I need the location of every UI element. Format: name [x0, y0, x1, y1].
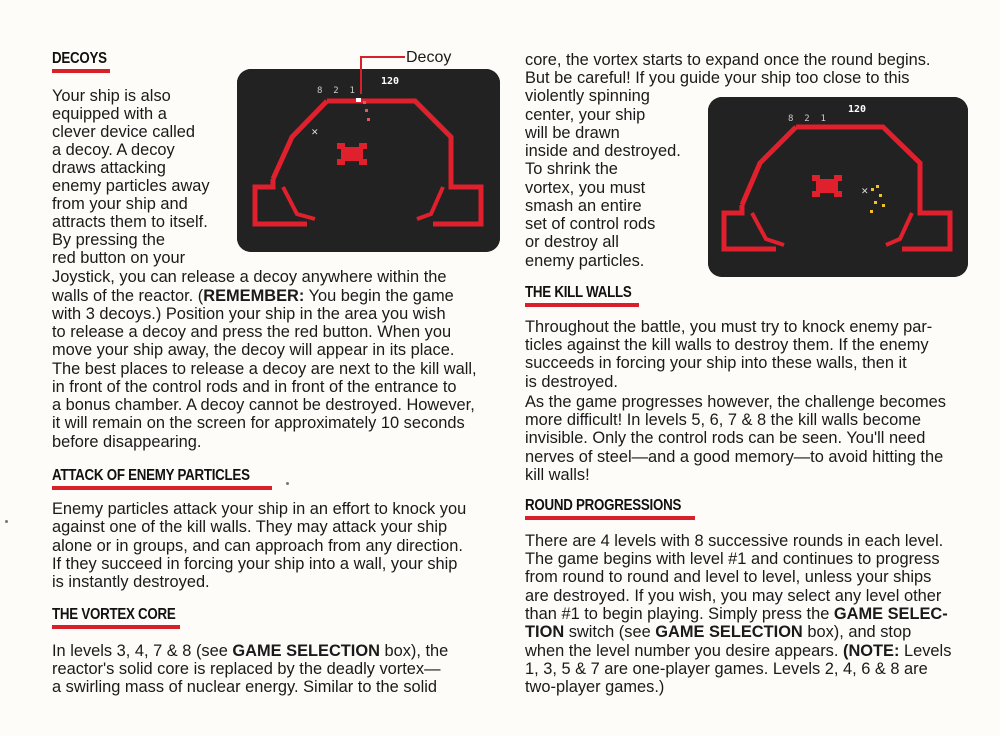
text-line: it will remain on the screen for approximately 10 seconds	[52, 414, 465, 432]
text-line: reactor's solid core is replaced by the deadly vortex—	[52, 660, 441, 678]
text-line: are destroyed. If you wish, you may select any level other	[525, 587, 942, 605]
decoy-game-screenshot	[237, 69, 500, 252]
vortex-game-screenshot	[708, 97, 968, 277]
text-line: invisible. Only the control rods can be seen. You'll need	[525, 429, 926, 447]
text-line: But be careful! If you guide your ship too close to this	[525, 69, 910, 87]
text-line: against one of the kill walls. They may attack your ship	[52, 518, 448, 536]
text-line: Your ship is also	[52, 87, 171, 105]
text-line: Enemy particles attack your ship in an effort to knock you	[52, 500, 467, 518]
text-line: when the level number you desire appears. (NOTE: Levels	[525, 642, 952, 660]
text-line: Throughout the battle, you must try to knock enemy par-	[525, 318, 933, 336]
text-line: walls of the reactor. (REMEMBER: You begin the game	[52, 287, 454, 305]
svg-text:✕: ✕	[311, 128, 319, 138]
text-line: By pressing the	[52, 231, 165, 249]
text-line: in front of the control rods and in front of the entrance to	[52, 378, 457, 396]
text-line: There are 4 levels with 8 successive rounds in each level.	[525, 532, 944, 550]
callout-line-vertical	[360, 56, 362, 94]
text-line: vortex, you must	[525, 179, 646, 197]
text-line: draws attacking	[52, 159, 166, 177]
text-line: two-player games.)	[525, 678, 665, 696]
text-line: more difficult! In levels 5, 6, 7 & 8 the kill walls become	[525, 411, 921, 429]
svg-text:✕: ✕	[861, 187, 869, 197]
text-line: equipped with a	[52, 105, 167, 123]
text-line: will be drawn	[525, 124, 620, 142]
text-line: succeeds in forcing your ship into these walls, then it	[525, 354, 907, 372]
text-line: smash an entire	[525, 197, 642, 215]
text-line: enemy particles.	[525, 252, 645, 270]
text-line: than #1 to begin playing. Simply press the GAME SELEC-	[525, 605, 948, 623]
text-line: set of control rods	[525, 215, 656, 233]
print-speck	[5, 520, 8, 523]
killwalls-heading: THE KILL WALLS	[525, 284, 632, 301]
text-line: The game begins with level #1 and continues to progress	[525, 550, 940, 568]
text-line: before disappearing.	[52, 433, 202, 451]
text-line: a decoy. A decoy	[52, 141, 175, 159]
text-line: The best places to release a decoy are next to the kill wall,	[52, 360, 477, 378]
game-selection-emphasis: GAME SELECTION	[232, 642, 380, 660]
vortex-heading: THE VORTEX CORE	[52, 606, 176, 623]
heading-underline	[525, 516, 695, 520]
text-line: As the game progresses however, the challenge becomes	[525, 393, 946, 411]
print-speck	[286, 482, 289, 485]
text-line: kill walls!	[525, 466, 590, 484]
text-line: from your ship and	[52, 195, 188, 213]
text-line: If they succeed in forcing your ship into a wall, your ship	[52, 555, 458, 573]
text-line: with 3 decoys.) Position your ship in the area you wish	[52, 305, 446, 323]
rounds-heading: ROUND PROGRESSIONS	[525, 497, 682, 514]
text-line: a swirling mass of nuclear energy. Similar to the solid	[52, 678, 438, 696]
text-line: attracts them to itself.	[52, 213, 208, 231]
text-line: 1, 3, 5 & 7 are one-player games. Levels 2, 4, 6 & 8 are	[525, 660, 928, 678]
text-line: enemy particles away	[52, 177, 210, 195]
text-line: move your ship away, the decoy will appear in its place.	[52, 341, 455, 359]
text-line: Joystick, you can release a decoy anywhere within the	[52, 268, 447, 286]
heading-underline	[525, 303, 639, 307]
text-line: center, your ship	[525, 106, 646, 124]
text-line: clever device called	[52, 123, 196, 141]
text-line: alone or in groups, and can approach from any direction.	[52, 537, 463, 555]
text-line: TION switch (see GAME SELECTION box), and stop	[525, 623, 912, 641]
text-line: nerves of steel—and a good memory—to avoid hitting the	[525, 448, 944, 466]
text-line: a bonus chamber. A decoy cannot be destroyed. However,	[52, 396, 475, 414]
remember-emphasis: REMEMBER:	[203, 287, 305, 305]
text-line: or destroy all	[525, 233, 619, 251]
text-line: ticles against the kill walls to destroy them. If the enemy	[525, 336, 929, 354]
text-line: is destroyed.	[525, 373, 618, 391]
text-line: violently spinning	[525, 87, 650, 105]
heading-underline	[52, 625, 180, 629]
heading-underline	[52, 69, 110, 73]
screen-score: 120	[848, 104, 867, 115]
attack-heading: ATTACK OF ENEMY PARTICLES	[52, 467, 250, 484]
decoys-heading: DECOYS	[52, 50, 107, 67]
screen-row: 8 2 1	[788, 114, 826, 124]
heading-underline	[52, 486, 272, 490]
text-line: to release a decoy and press the red button. When you	[52, 323, 452, 341]
callout-line	[361, 56, 405, 58]
text-line: core, the vortex starts to expand once the round begins.	[525, 51, 931, 69]
text-line: inside and destroyed.	[525, 142, 681, 160]
screen-score: 120	[381, 76, 400, 87]
text-line: is instantly destroyed.	[52, 573, 210, 591]
text-line: To shrink the	[525, 160, 618, 178]
screen-row: 8 2 1	[317, 86, 355, 96]
text-line: red button on your	[52, 249, 186, 267]
text-line: from round to round and level to level, unless your ships	[525, 568, 932, 586]
text-line: In levels 3, 4, 7 & 8 (see GAME SELECTION box), the	[52, 642, 449, 660]
decoy-callout-label: Decoy	[406, 49, 452, 66]
